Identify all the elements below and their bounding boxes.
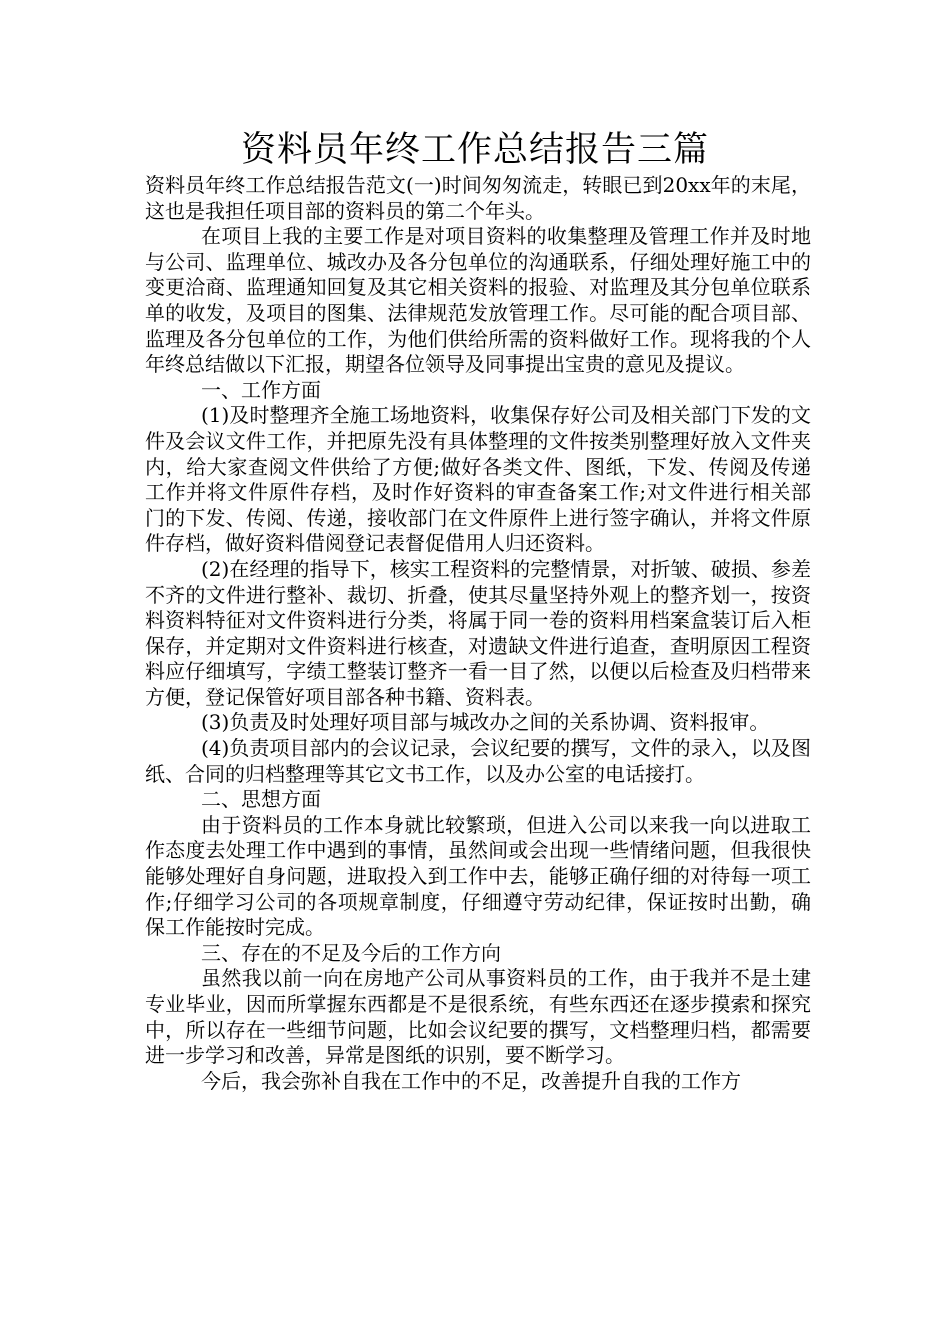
document-title: 资料员年终工作总结报告三篇 [240, 130, 709, 170]
section-heading-shortcomings: 三、存在的不足及今后的工作方向 [201, 940, 501, 965]
paragraph-future: 今后，我会弥补自我在工作中的不足，改善提升自我的工作方 [201, 1068, 741, 1093]
paragraph-work-item-1: (1)及时整理齐全施工场地资料，收集保存好公司及相关部门下发的文件及会议文件工作，并把原先没有具体整理的文件按类别整理好放入文件夹内，给大家查阅文件供给了方便;做好各类文件、图纸，下发、传阅及传递工作并将文件原件存档，及时作好资料的审查备案工作;对文件进行相关部门的下发、传阅、传递，接收部门在文件原件上进行签字确认，并将文件原件存档，做好资料借阅登记表督促借用人归还资料。 [145, 403, 811, 556]
paragraph-work-item-3: (3)负责及时处理好项目部与城改办之间的关系协调、资料报审。 [201, 710, 770, 735]
paragraph-intro: 资料员年终工作总结报告范文(一)时间匆匆流走，转眼已到20xx年的末尾，这也是我担任项目部的资料员的第二个年头。 [145, 173, 811, 223]
paragraph-main-duties: 在项目上我的主要工作是对项目资料的收集整理及管理工作并及时地与公司、监理单位、城改办及各分包单位的沟通联系，仔细处理好施工中的变更洽商、监理通知回复及其它相关资料的报验、对监理及其分包单位联系单的收发，及项目的图集、法律规范发放管理工作。尽可能的配合项目部、监理及各分包单位的工作，为他们供给所需的资料做好工作。现将我的个人年终总结做以下汇报，期望各位领导及同事提出宝贵的意见及提议。 [145, 224, 811, 377]
document-body [145, 173, 811, 1094]
section-heading-thought: 二、思想方面 [201, 787, 321, 812]
paragraph-work-item-4: (4)负责项目部内的会议记录，会议纪要的撰写，文件的录入，以及图纸、合同的归档整理等其它文书工作，以及办公室的电话接打。 [145, 736, 811, 786]
section-heading-work: 一、工作方面 [201, 377, 321, 402]
paragraph-thought: 由于资料员的工作本身就比较繁琐，但进入公司以来我一向以进取工作态度去处理工作中遇到的事情，虽然间或会出现一些情绪问题，但我很快能够处理好自身问题，进取投入到工作中去，能够正确仔细的对待每一项工作;仔细学习公司的各项规章制度，仔细遵守劳动纪律，保证按时出勤，确保工作能按时完成。 [145, 812, 811, 940]
paragraph-shortcomings: 虽然我以前一向在房地产公司从事资料员的工作，由于我并不是土建专业毕业，因而所掌握东西都是不是很系统，有些东西还在逐步摸索和探究中，所以存在一些细节问题，比如会议纪要的撰写，文档整理归档，都需要进一步学习和改善，异常是图纸的识别，要不断学习。 [145, 966, 811, 1068]
paragraph-work-item-2: (2)在经理的指导下，核实工程资料的完整情景，对折皱、破损、参差不齐的文件进行整补、裁切、折叠，使其尽量坚持外观上的整齐划一，按资料资料特征对文件资料进行分类，将属于同一卷的资料用档案盒装订后入柜保存，并定期对文件资料进行核查，对遗缺文件进行追查，查明原因工程资料应仔细填写，字绩工整装订整齐一看一目了然，以便以后检查及归档带来方便，登记保管好项目部各种书籍、资料表。 [145, 556, 811, 709]
